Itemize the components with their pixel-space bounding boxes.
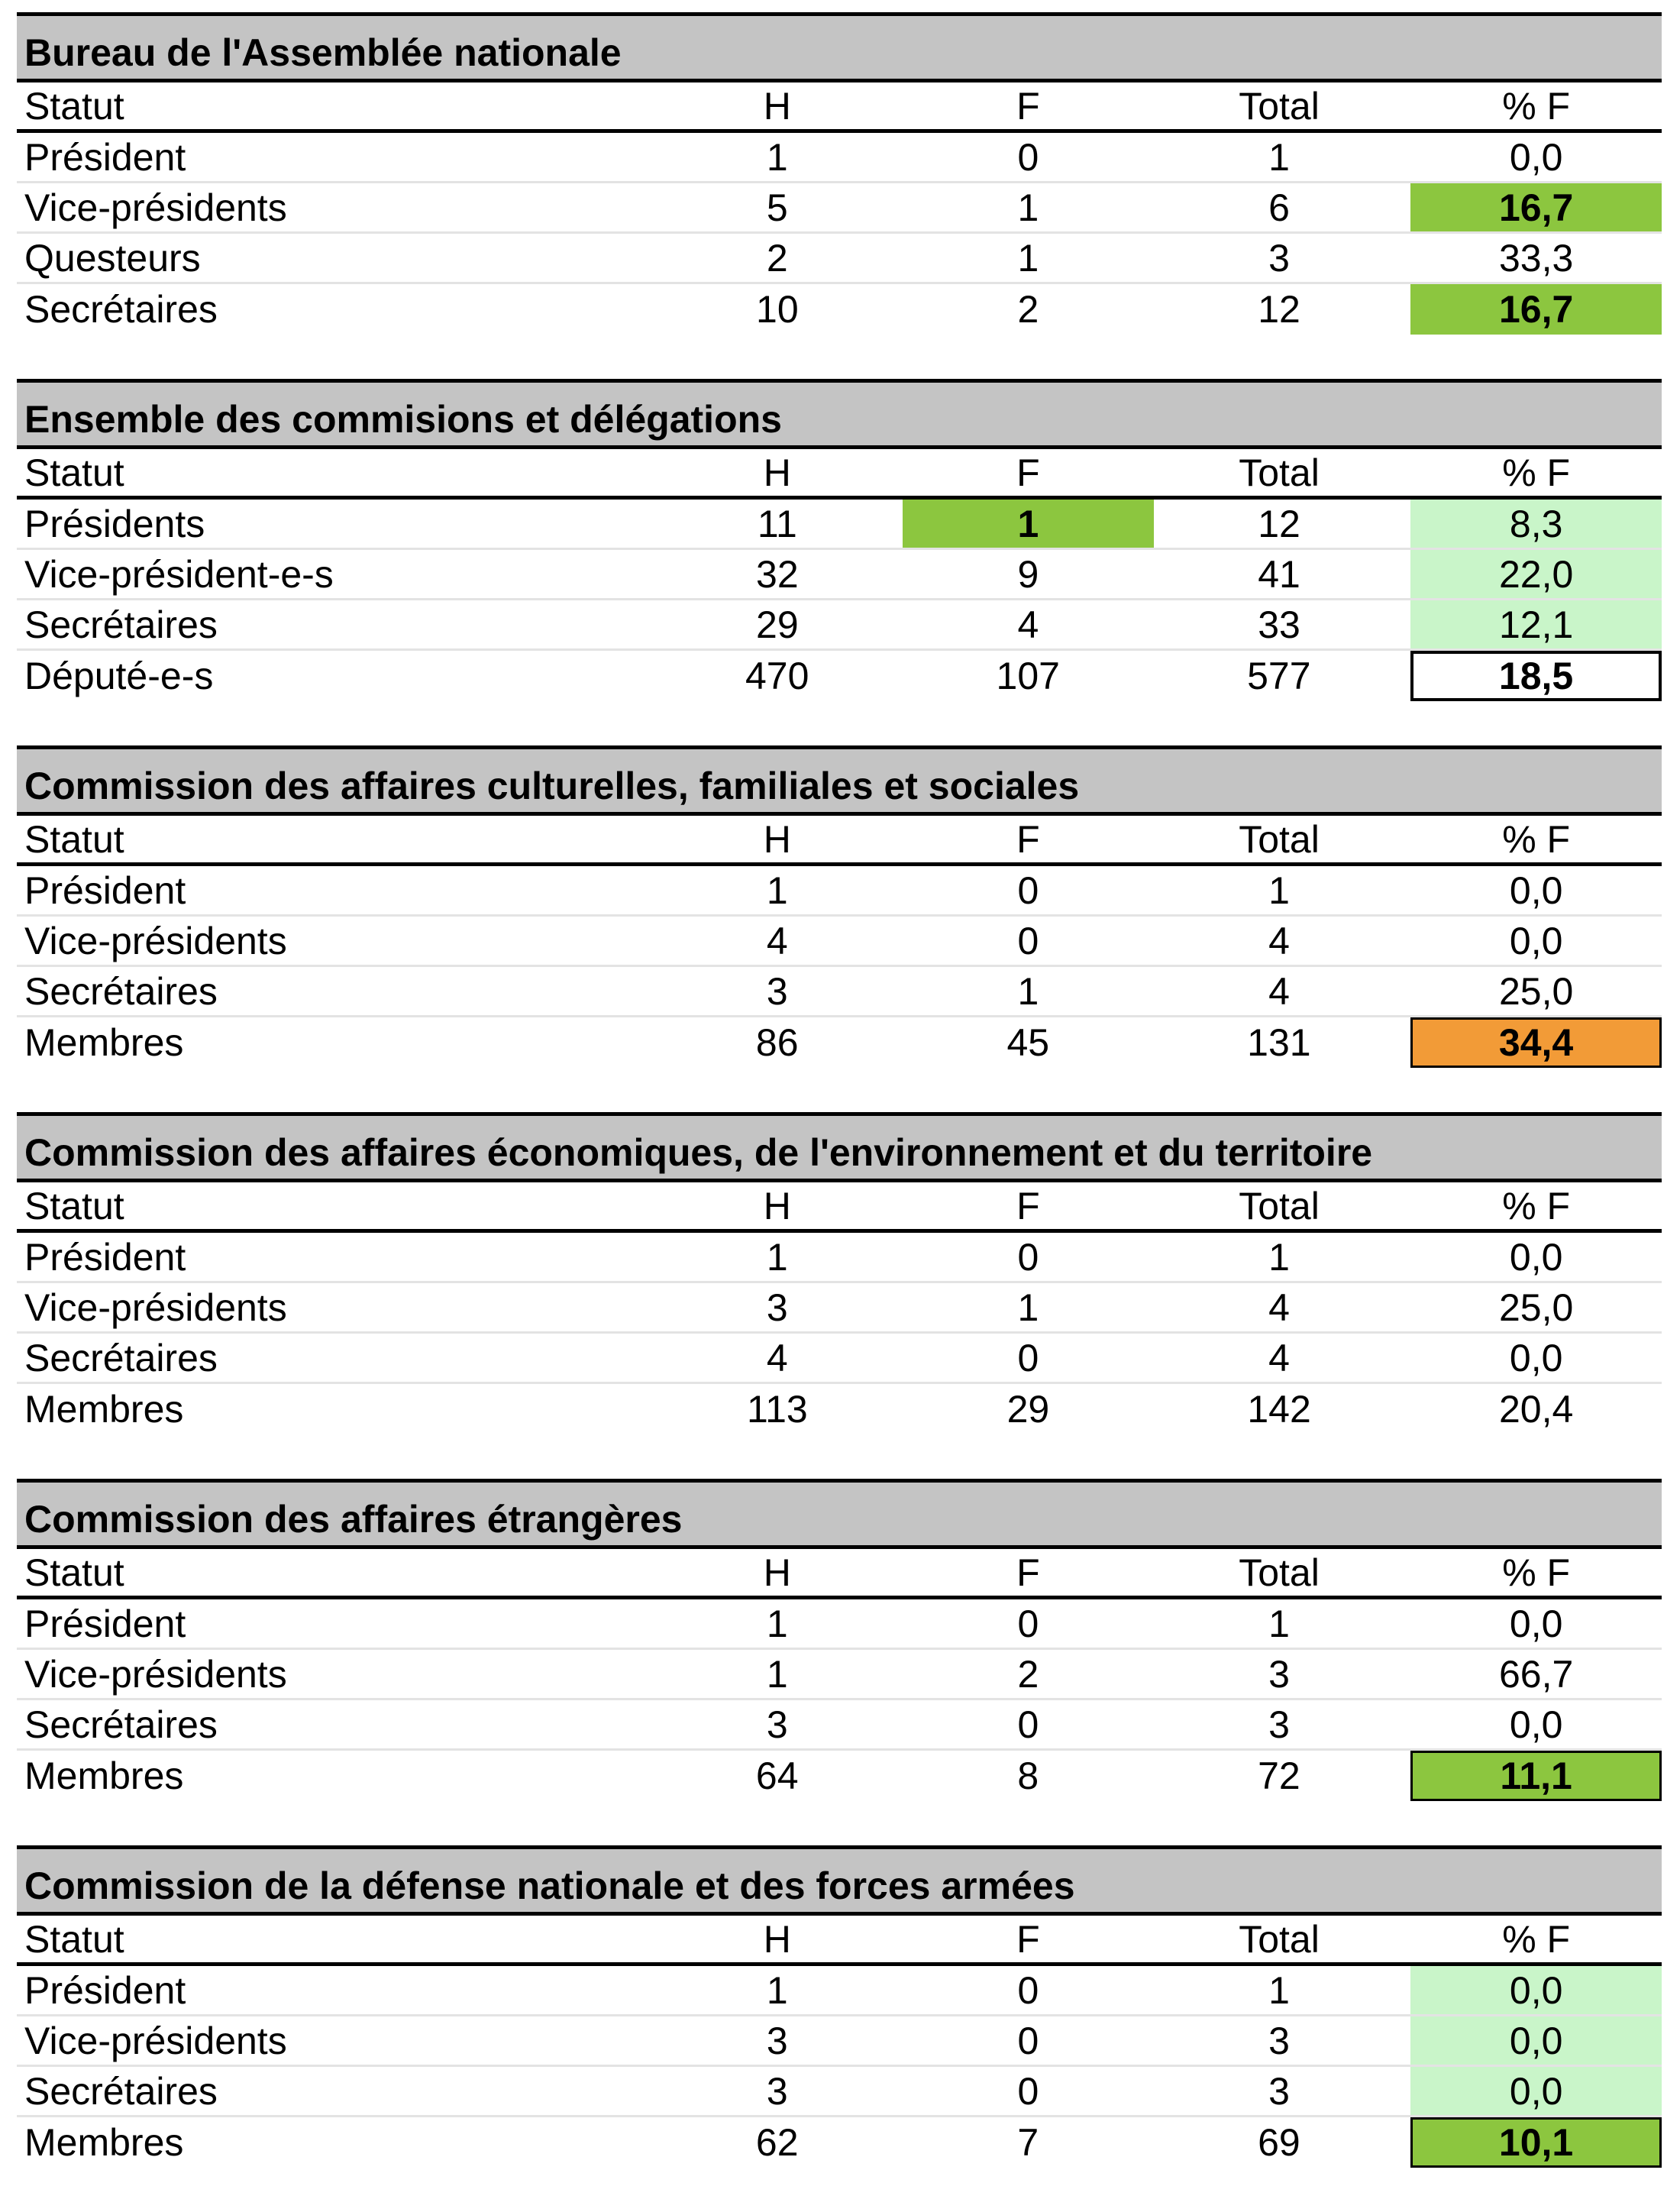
cell-statut: Membres	[24, 1754, 184, 1797]
cell-total: 4	[1268, 969, 1290, 1013]
cell-pct: 12,1	[1410, 600, 1662, 648]
column-header-row	[17, 82, 1662, 133]
cell-f: 2	[1017, 288, 1039, 331]
table-row	[17, 234, 1662, 284]
cell-pct: 0,0	[1509, 919, 1563, 962]
cell-pct: 0,0	[1410, 1966, 1662, 2014]
cell-total: 142	[1247, 1388, 1311, 1431]
table-row	[17, 133, 1662, 183]
column-header-statut: Statut	[24, 1551, 124, 1594]
column-header-statut: Statut	[24, 817, 124, 861]
cell-pct: 0,0	[1410, 2016, 1662, 2065]
cell-pct: 8,3	[1410, 500, 1662, 548]
cell-f: 0	[1017, 1602, 1039, 1645]
cell-pct: 66,7	[1499, 1652, 1574, 1696]
cell-h: 3	[766, 1703, 788, 1746]
cell-total: 33	[1258, 603, 1300, 646]
table-row	[17, 1334, 1662, 1384]
cell-total: 12	[1258, 288, 1300, 331]
table-section	[17, 745, 1662, 1068]
column-header-total: Total	[1239, 84, 1320, 128]
cell-statut: Président	[24, 135, 186, 179]
cell-total: 69	[1258, 2121, 1300, 2164]
cell-h: 29	[756, 603, 799, 646]
cell-h: 1	[766, 135, 788, 179]
cell-pct: 11,1	[1410, 1751, 1662, 1801]
table-row	[17, 1017, 1662, 1068]
column-header-statut: Statut	[24, 1917, 124, 1961]
cell-f: 0	[1017, 135, 1039, 179]
cell-pct: 33,3	[1499, 236, 1574, 280]
table-row	[17, 600, 1662, 651]
cell-f: 107	[996, 655, 1060, 697]
cell-total: 1	[1268, 868, 1290, 912]
column-header-pct: % F	[1502, 451, 1571, 494]
table-row	[17, 183, 1662, 234]
column-header-f: F	[1016, 1917, 1040, 1961]
cell-h: 2	[766, 236, 788, 280]
cell-f: 8	[1017, 1754, 1039, 1797]
column-header-f: F	[1016, 451, 1040, 494]
table-section	[17, 379, 1662, 701]
cell-f: 7	[1017, 2121, 1039, 2164]
table-row	[17, 967, 1662, 1017]
column-header-h: H	[763, 1551, 791, 1594]
column-header-total: Total	[1239, 1917, 1320, 1961]
table-row	[17, 1650, 1662, 1700]
column-header-h: H	[763, 817, 791, 861]
section-title: Ensemble des commisions et délégations	[17, 379, 1662, 449]
section-title: Commission des affaires économiques, de l'environnement et du territoire	[17, 1112, 1662, 1182]
cell-h: 470	[745, 655, 809, 697]
table-section	[17, 1112, 1662, 1434]
column-header-h: H	[763, 1184, 791, 1227]
cell-h: 1	[766, 868, 788, 912]
cell-total: 4	[1268, 919, 1290, 962]
cell-pct: 16,7	[1410, 284, 1662, 335]
table-row	[17, 2067, 1662, 2117]
cell-statut: Membres	[24, 1388, 184, 1431]
cell-h: 1	[766, 1652, 788, 1696]
cell-h: 1	[766, 1602, 788, 1645]
cell-pct: 0,0	[1509, 135, 1563, 179]
column-header-statut: Statut	[24, 451, 124, 494]
column-header-f: F	[1016, 817, 1040, 861]
cell-f: 1	[1017, 236, 1039, 280]
section-title: Commission de la défense nationale et des forces armées	[17, 1845, 1662, 1916]
cell-statut: Vice-président-e-s	[24, 552, 334, 596]
table-row	[17, 500, 1662, 550]
cell-statut: Député-e-s	[24, 655, 214, 697]
cell-statut: Secrétaires	[24, 1336, 218, 1379]
cell-h: 62	[755, 2121, 799, 2164]
table-row	[17, 917, 1662, 967]
cell-total: 1	[1268, 1968, 1290, 2012]
cell-pct: 18,5	[1410, 651, 1662, 701]
cell-f: 4	[1017, 603, 1039, 646]
cell-total: 3	[1268, 2019, 1290, 2062]
cell-f: 1	[903, 500, 1154, 548]
cell-f: 0	[1017, 2069, 1039, 2113]
column-header-h: H	[763, 451, 791, 494]
cell-h: 3	[766, 1285, 788, 1329]
cell-total: 3	[1268, 1652, 1290, 1696]
cell-f: 2	[1017, 1652, 1039, 1696]
table-row	[17, 1751, 1662, 1801]
column-header-row	[17, 1549, 1662, 1599]
table-row	[17, 1599, 1662, 1650]
cell-total: 12	[1258, 502, 1300, 545]
column-header-total: Total	[1239, 451, 1320, 494]
cell-h: 3	[766, 969, 788, 1013]
cell-f: 9	[1017, 552, 1039, 596]
cell-f: 1	[1017, 186, 1039, 229]
cell-h: 32	[756, 552, 799, 596]
cell-statut: Vice-présidents	[24, 919, 287, 962]
cell-statut: Vice-présidents	[24, 2019, 287, 2062]
cell-f: 1	[1017, 1285, 1039, 1329]
cell-statut: Questeurs	[24, 236, 201, 280]
cell-f: 0	[1017, 1336, 1039, 1379]
cell-f: 1	[1017, 969, 1039, 1013]
table-row	[17, 550, 1662, 600]
cell-total: 1	[1268, 135, 1290, 179]
cell-total: 1	[1268, 1235, 1290, 1279]
table-row	[17, 1384, 1662, 1434]
table-row	[17, 651, 1662, 701]
cell-total: 131	[1247, 1021, 1311, 1064]
section-title: Commission des affaires culturelles, familiales et sociales	[17, 745, 1662, 816]
cell-h: 11	[757, 502, 797, 545]
cell-h: 64	[755, 1754, 799, 1797]
cell-h: 113	[746, 1388, 808, 1431]
cell-h: 86	[755, 1021, 799, 1064]
cell-pct: 0,0	[1509, 868, 1563, 912]
column-header-total: Total	[1239, 1551, 1320, 1594]
table-row	[17, 284, 1662, 335]
cell-total: 3	[1268, 236, 1290, 280]
table-section	[17, 12, 1662, 335]
table-row	[17, 2117, 1662, 2168]
cell-total: 4	[1268, 1336, 1290, 1379]
column-header-total: Total	[1239, 817, 1320, 861]
cell-statut: Membres	[24, 2121, 184, 2164]
cell-statut: Président	[24, 1602, 186, 1645]
cell-f: 45	[1006, 1021, 1050, 1064]
cell-h: 4	[766, 1336, 788, 1379]
column-header-pct: % F	[1502, 1551, 1571, 1594]
cell-f: 0	[1017, 1235, 1039, 1279]
cell-pct: 25,0	[1499, 969, 1574, 1013]
column-header-pct: % F	[1502, 817, 1571, 861]
cell-total: 3	[1268, 2069, 1290, 2113]
cell-pct: 20,4	[1499, 1388, 1574, 1431]
cell-f: 0	[1017, 1968, 1039, 2012]
cell-pct: 0,0	[1509, 1602, 1563, 1645]
column-header-f: F	[1016, 84, 1040, 128]
cell-f: 0	[1017, 868, 1039, 912]
cell-statut: Vice-présidents	[24, 1652, 287, 1696]
section-title: Bureau de l'Assemblée nationale	[17, 12, 1662, 82]
cell-h: 3	[766, 2019, 788, 2062]
table-row	[17, 866, 1662, 917]
column-header-statut: Statut	[24, 84, 124, 128]
cell-total: 4	[1268, 1285, 1290, 1329]
cell-total: 41	[1258, 552, 1300, 596]
cell-statut: Secrétaires	[24, 603, 218, 646]
column-header-f: F	[1016, 1184, 1040, 1227]
cell-h: 1	[766, 1968, 788, 2012]
cell-total: 1	[1268, 1602, 1290, 1645]
cell-h: 5	[766, 186, 788, 229]
cell-h: 1	[766, 1235, 788, 1279]
cell-pct: 0,0	[1410, 2067, 1662, 2115]
cell-h: 10	[756, 288, 799, 331]
cell-statut: Présidents	[24, 502, 205, 545]
section-title: Commission des affaires étrangères	[17, 1479, 1662, 1549]
cell-h: 3	[766, 2069, 788, 2113]
cell-total: 6	[1268, 186, 1290, 229]
column-header-row	[17, 449, 1662, 500]
table-row	[17, 1700, 1662, 1751]
column-header-h: H	[763, 84, 791, 128]
column-header-pct: % F	[1502, 1184, 1571, 1227]
cell-statut: Vice-présidents	[24, 186, 287, 229]
table-section	[17, 1479, 1662, 1801]
cell-statut: Secrétaires	[24, 1703, 218, 1746]
column-header-statut: Statut	[24, 1184, 124, 1227]
column-header-f: F	[1016, 1551, 1040, 1594]
cell-f: 0	[1017, 919, 1039, 962]
cell-pct: 16,7	[1410, 183, 1662, 231]
statistics-tables	[17, 12, 1662, 2212]
column-header-h: H	[763, 1917, 791, 1961]
cell-pct: 25,0	[1499, 1285, 1574, 1329]
cell-f: 29	[1006, 1388, 1050, 1431]
cell-statut: Vice-présidents	[24, 1285, 287, 1329]
cell-statut: Président	[24, 868, 186, 912]
cell-f: 0	[1017, 1703, 1039, 1746]
cell-statut: Secrétaires	[24, 288, 218, 331]
column-header-row	[17, 1916, 1662, 1966]
cell-total: 3	[1268, 1703, 1290, 1746]
cell-h: 4	[766, 919, 788, 962]
cell-statut: Membres	[24, 1021, 184, 1064]
cell-pct: 22,0	[1410, 550, 1662, 598]
cell-statut: Secrétaires	[24, 969, 218, 1013]
cell-statut: Secrétaires	[24, 2069, 218, 2113]
cell-statut: Président	[24, 1235, 186, 1279]
cell-statut: Président	[24, 1968, 186, 2012]
table-row	[17, 2016, 1662, 2067]
table-row	[17, 1966, 1662, 2016]
cell-pct: 0,0	[1509, 1235, 1563, 1279]
cell-pct: 0,0	[1509, 1336, 1563, 1379]
column-header-row	[17, 1182, 1662, 1233]
column-header-total: Total	[1239, 1184, 1320, 1227]
cell-total: 72	[1258, 1754, 1300, 1797]
cell-f: 0	[1017, 2019, 1039, 2062]
column-header-row	[17, 816, 1662, 866]
cell-pct: 10,1	[1410, 2117, 1662, 2168]
table-row	[17, 1283, 1662, 1334]
cell-pct: 0,0	[1509, 1703, 1563, 1746]
table-section	[17, 1845, 1662, 2168]
cell-total: 577	[1247, 655, 1311, 697]
column-header-pct: % F	[1502, 84, 1571, 128]
cell-pct: 34,4	[1410, 1017, 1662, 1068]
column-header-pct: % F	[1502, 1917, 1571, 1961]
table-row	[17, 1233, 1662, 1283]
